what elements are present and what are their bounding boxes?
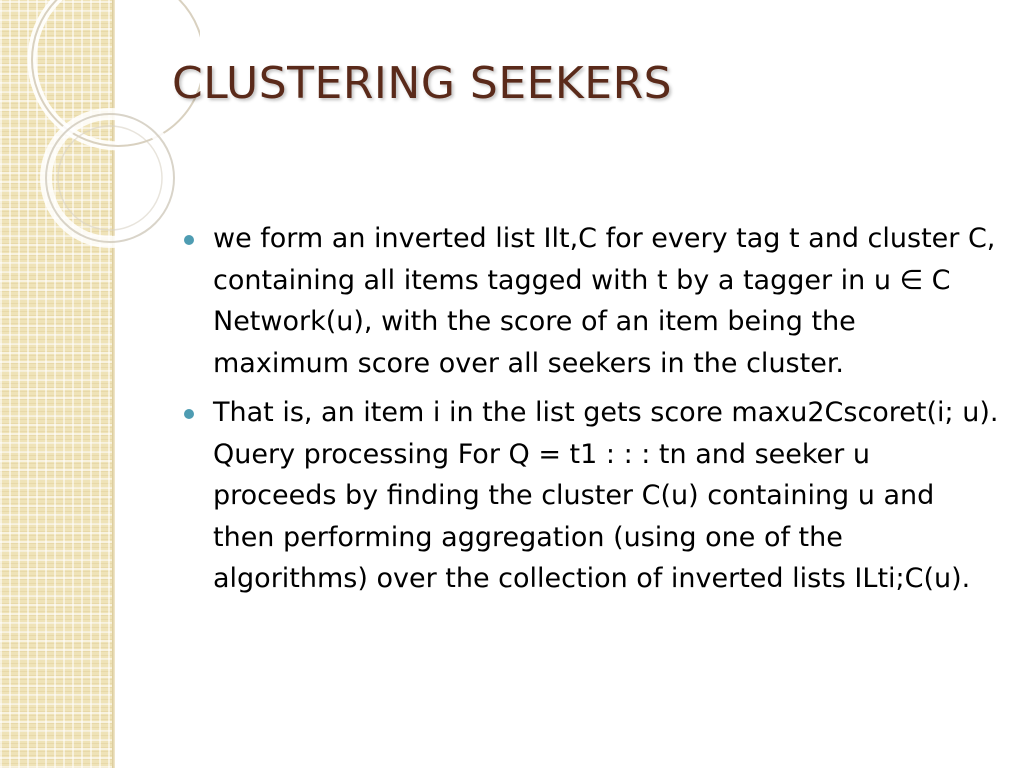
decorative-side-strip	[0, 0, 112, 768]
bullet-list	[184, 218, 999, 608]
bullet-dot-icon	[184, 235, 194, 245]
bullet-dot-icon	[184, 409, 194, 419]
slide-title: CLUSTERING SEEKERS	[172, 58, 673, 109]
side-strip-edge	[112, 0, 115, 768]
bullet-item	[184, 218, 999, 384]
bullet-text: we form an inverted list Ilt,C for every tag t and cluster C, containing all items tagged with t by a tagger in u ∈ C Network(u), with the score of an item being the maximum score over all seekers in the cluster.	[213, 223, 996, 379]
bullet-text: That is, an item i in the list gets score maxu2Cscoret(i; u). Query processing For Q = t1 : : : tn and seeker u proceeds by finding the cluster C(u) containing u and then performing aggregation (using one of the algorithms) over the collection of inverted lists ILti;C(u).	[213, 397, 999, 594]
bullet-item	[184, 392, 999, 600]
